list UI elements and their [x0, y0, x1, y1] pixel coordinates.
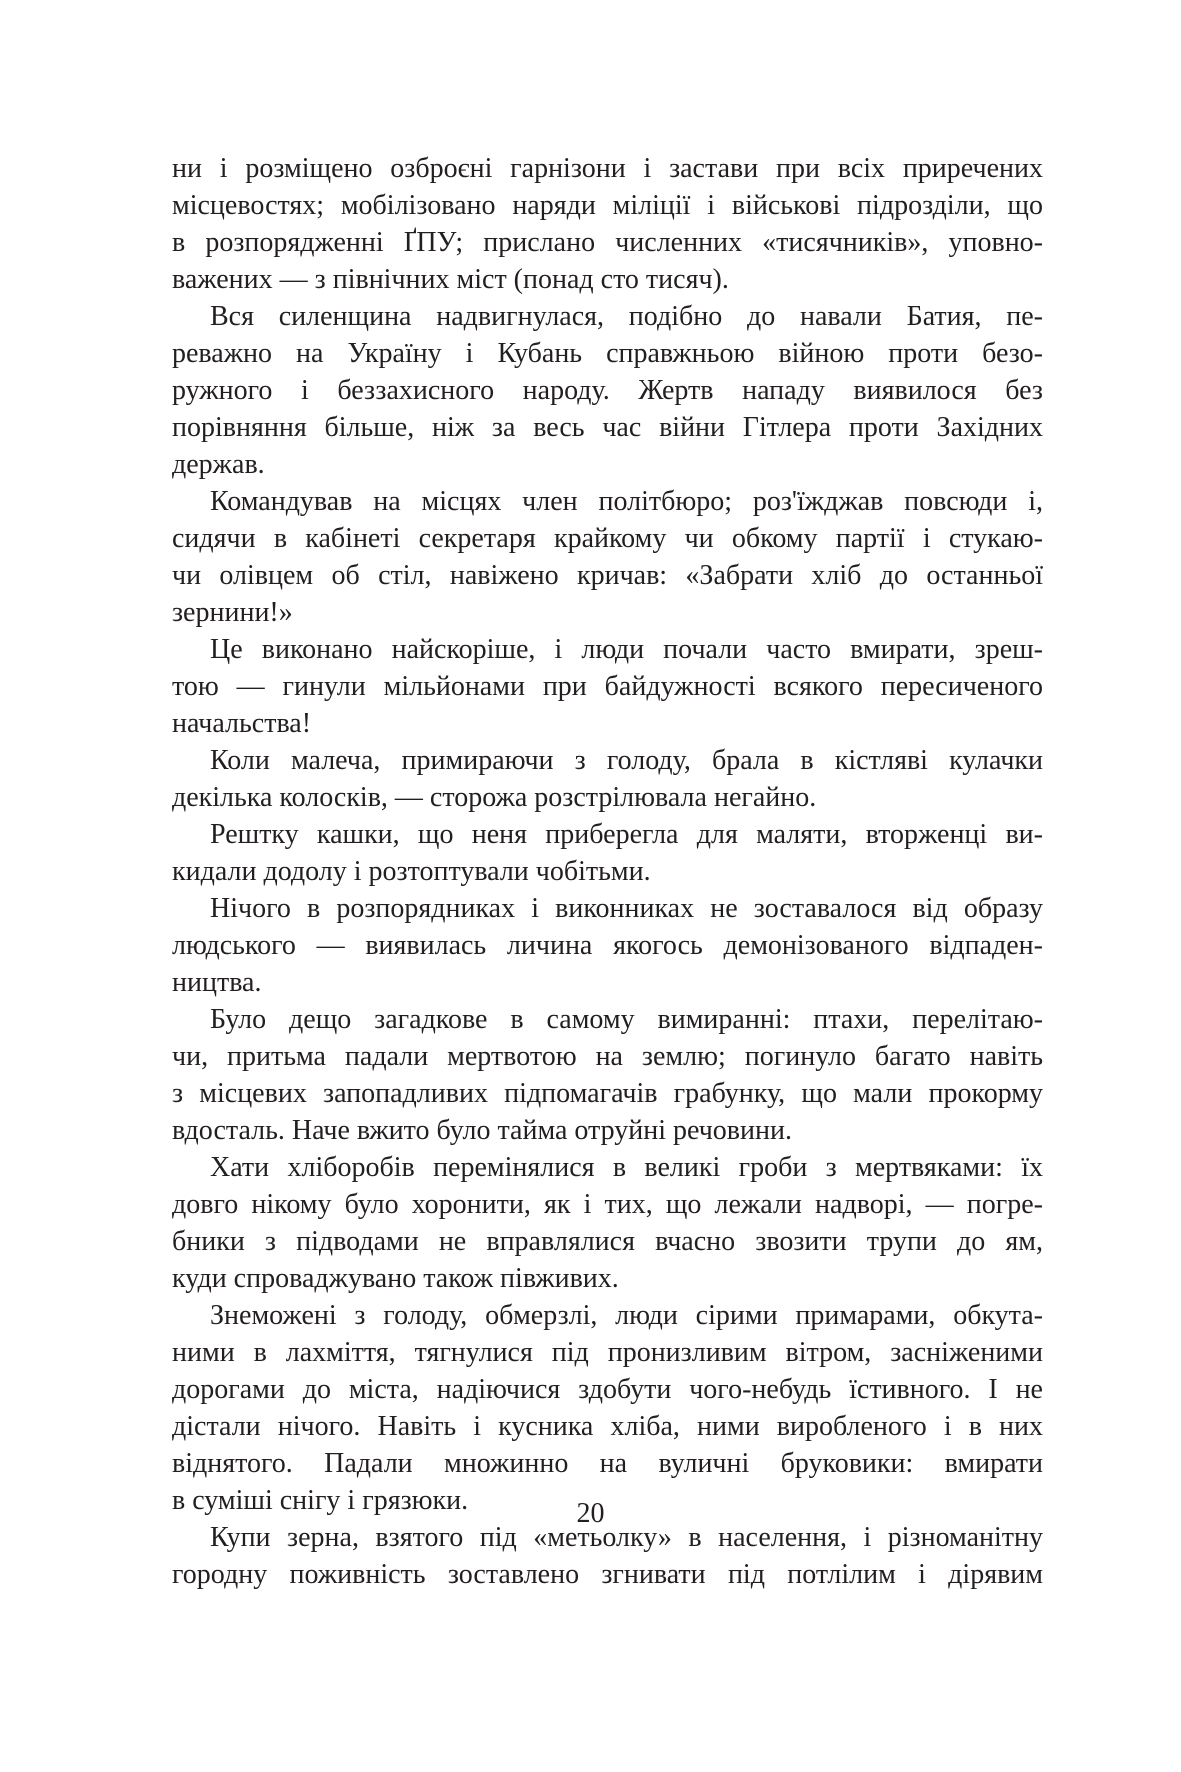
paragraph-first-line: Хати хліборобів перемінялися в великі гроби з мертвяками: їх	[210, 1152, 1043, 1183]
text-line: чи, притьма падали мертвотою на землю; погинуло багато навіть	[172, 1041, 1043, 1072]
text-line: бники з підводами не вправлялися вчасно звозити трупи до ям,	[172, 1226, 1043, 1257]
text-line: ництва.	[172, 967, 262, 998]
text-line: начальства!	[172, 708, 312, 739]
text-line: городну поживність зоставлено згнивати під потлілим і дірявим	[172, 1559, 1043, 1590]
text-line: ни і розміщено озброєні гарнізони і застави при всіх приречених	[172, 153, 1043, 184]
paragraph-first-line: Нічого в розпорядниках і виконниках не зоставалося від образу	[210, 893, 1043, 924]
text-line: ними в лахміття, тягнулися під пронизливим вітром, засніженими	[172, 1337, 1043, 1368]
text-line: в розпорядженні ҐПУ; прислано численних «тисячників», уповно-	[172, 227, 1043, 258]
paragraph-first-line: Знеможені з голоду, обмерзлі, люди сірими примарами, обкута-	[210, 1300, 1043, 1331]
text-line: держав.	[172, 449, 265, 480]
paragraph-first-line: Коли малеча, примираючи з голоду, брала в кістляві кулачки	[210, 745, 1043, 776]
text-line: дорогами до міста, надіючися здобути чого-небудь їстивного. І не	[172, 1374, 1043, 1405]
paragraph-first-line: Командував на місцях член політбюро; роз'їжджав повсюди і,	[210, 486, 1043, 517]
paragraph-first-line: Купи зерна, взятого під «метьолку» в населення, і різноманітну	[210, 1522, 1043, 1553]
text-line: вдосталь. Наче вжито було тайма отруйні речовини.	[172, 1115, 792, 1146]
text-line: куди спроваджувано також півживих.	[172, 1263, 619, 1294]
text-line: місцевостях; мобілізовано наряди міліції і військові підрозділи, що	[172, 190, 1043, 221]
text-line: реважно на Україну і Кубань справжньою війною проти безо-	[172, 338, 1043, 369]
paragraph-first-line: Рештку кашки, що неня приберегла для маляти, вторженці ви-	[210, 819, 1043, 850]
text-line: тою — гинули мільйонами при байдужності всякого пересиченого	[172, 671, 1043, 702]
text-line: зернини!»	[172, 597, 293, 628]
text-line: кидали додолу і розтоптували чобітьми.	[172, 856, 651, 887]
paragraph-first-line: Було дещо загадкове в самому вимиранні: птахи, перелітаю-	[210, 1004, 1043, 1035]
text-line: порівняння більше, ніж за весь час війни Гітлера проти Західних	[172, 412, 1043, 443]
text-line: довго нікому було хоронити, як і тих, що лежали надворі, — погре-	[172, 1189, 1043, 1220]
text-line: декілька колосків, — сторожа розстрілювала негайно.	[172, 782, 817, 813]
text-line: ружного і беззахисного народу. Жертв нападу виявилося без	[172, 375, 1043, 406]
paragraph-first-line: Вся силенщина надвигнулася, подібно до навали Батия, пе-	[210, 301, 1043, 332]
text-line: з місцевих запопадливих підпомагачів грабунку, що мали прокорму	[172, 1078, 1043, 1109]
text-line: сидячи в кабінеті секретаря крайкому чи обкому партії і стукаю-	[172, 523, 1043, 554]
text-line: чи олівцем об стіл, навіжено кричав: «Забрати хліб до останньої	[172, 560, 1043, 591]
paragraph-first-line: Це виконано найскоріше, і люди почали часто вмирати, зреш-	[210, 634, 1043, 665]
text-line: дістали нічого. Навіть і кусника хліба, ними виробленого і в них	[172, 1411, 1043, 1442]
page-number: 20	[576, 1498, 605, 1529]
text-line: важених — з північних міст (понад сто тисяч).	[172, 264, 729, 295]
text-line: віднятого. Падали множинно на вуличні бруковики: вмирати	[172, 1448, 1043, 1479]
text-line: в суміші снігу і грязюки.	[172, 1485, 469, 1516]
text-line: людського — виявилась личина якогось демонізованого відпаден-	[172, 930, 1043, 961]
